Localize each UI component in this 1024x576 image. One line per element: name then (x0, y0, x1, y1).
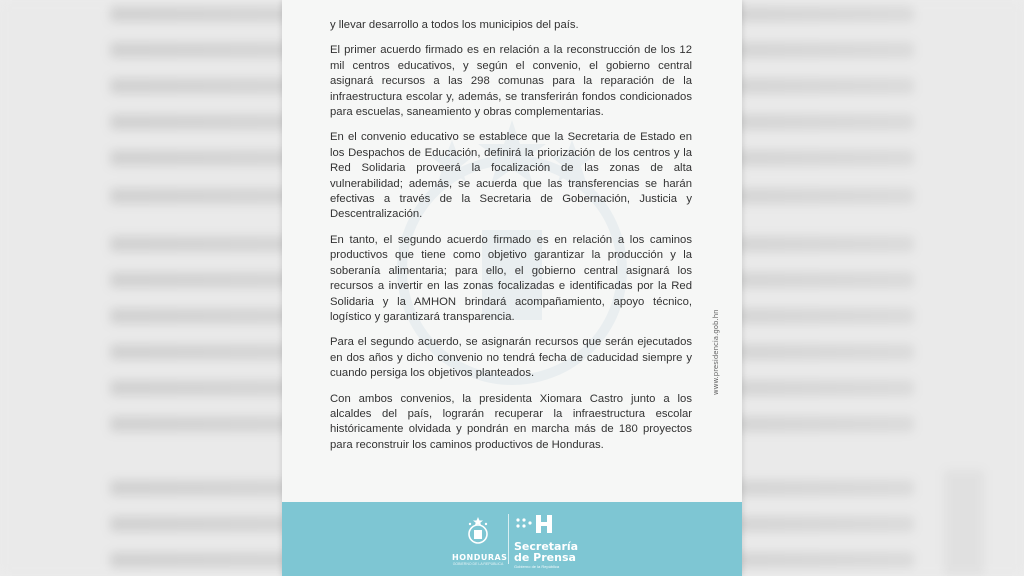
paragraph-5: Para el segundo acuerdo, se asignarán recursos que serán ejecutados en dos años y dicho convenio no tendrá fecha de caducidad siempre y cuando persiga los objetivos planteados. (330, 336, 692, 380)
logo-divider (508, 514, 509, 564)
h-stars-icon (514, 514, 554, 536)
honduras-seal-icon (465, 516, 491, 546)
honduras-sub-label: GOBIERNO DE LA REPÚBLICA (452, 562, 504, 566)
paragraph-6: Con ambos convenios, la presidenta Xiomara Castro junto a los alcaldes del país, lograrán recuperar la infraestructura escolar históricamente olvidada y pondrán en marcha más de 180 proyectos para reconstruir los caminos productivos de Honduras. (330, 392, 692, 451)
footer-banner (282, 502, 742, 576)
paragraph-2: El primer acuerdo firmado es en relación a la reconstrucción de los 12 mil centros educativos, y según el convenio, el gobierno central asignará recursos a las 298 comunas para la reparación de la infraestructura escolar y, además, se transferirán fondos condicionados para escuelas, saneamiento y obras complementarias. (330, 44, 692, 119)
paragraph-3: En el convenio educativo se establece que la Secretaria de Estado en los Despachos de Educación, definirá la priorización de los centros y la Red Solidaria proveerá la focalización de las zonas de alta vulnerabilidad; además, se acuerda que las transferencias se harán efectivas a través de la Secretaria de Gobernación, Justicia y Descentralización. (330, 131, 692, 221)
secretaria-label: Secretaría (514, 540, 579, 553)
document-body (330, 18, 692, 463)
paragraph-1: y llevar desarrollo a todos los municipios del país. (330, 19, 579, 31)
paragraph-4: En tanto, el segundo acuerdo firmado es en relación a los caminos productivos que tiene como objetivo garantizar la producción y la soberanía alimentaria; para ello, el gobierno central asignará los recursos a invertir en las zonas focalizadas e identificadas por la Red Solidaria y la AMHON brindará acompañamiento, apoyo técnico, logístico y garantizará transparencia. (330, 233, 692, 323)
honduras-label: HONDURAS (452, 553, 508, 562)
gobierno-tagline: Gobierno de la República (514, 564, 560, 569)
honduras-logo (452, 516, 508, 566)
press-release-page (282, 0, 742, 576)
secretaria-prensa-logo (514, 514, 578, 569)
side-url: www.presidencia.gob.hn (712, 309, 720, 395)
de-prensa-label: de Prensa (514, 551, 576, 564)
